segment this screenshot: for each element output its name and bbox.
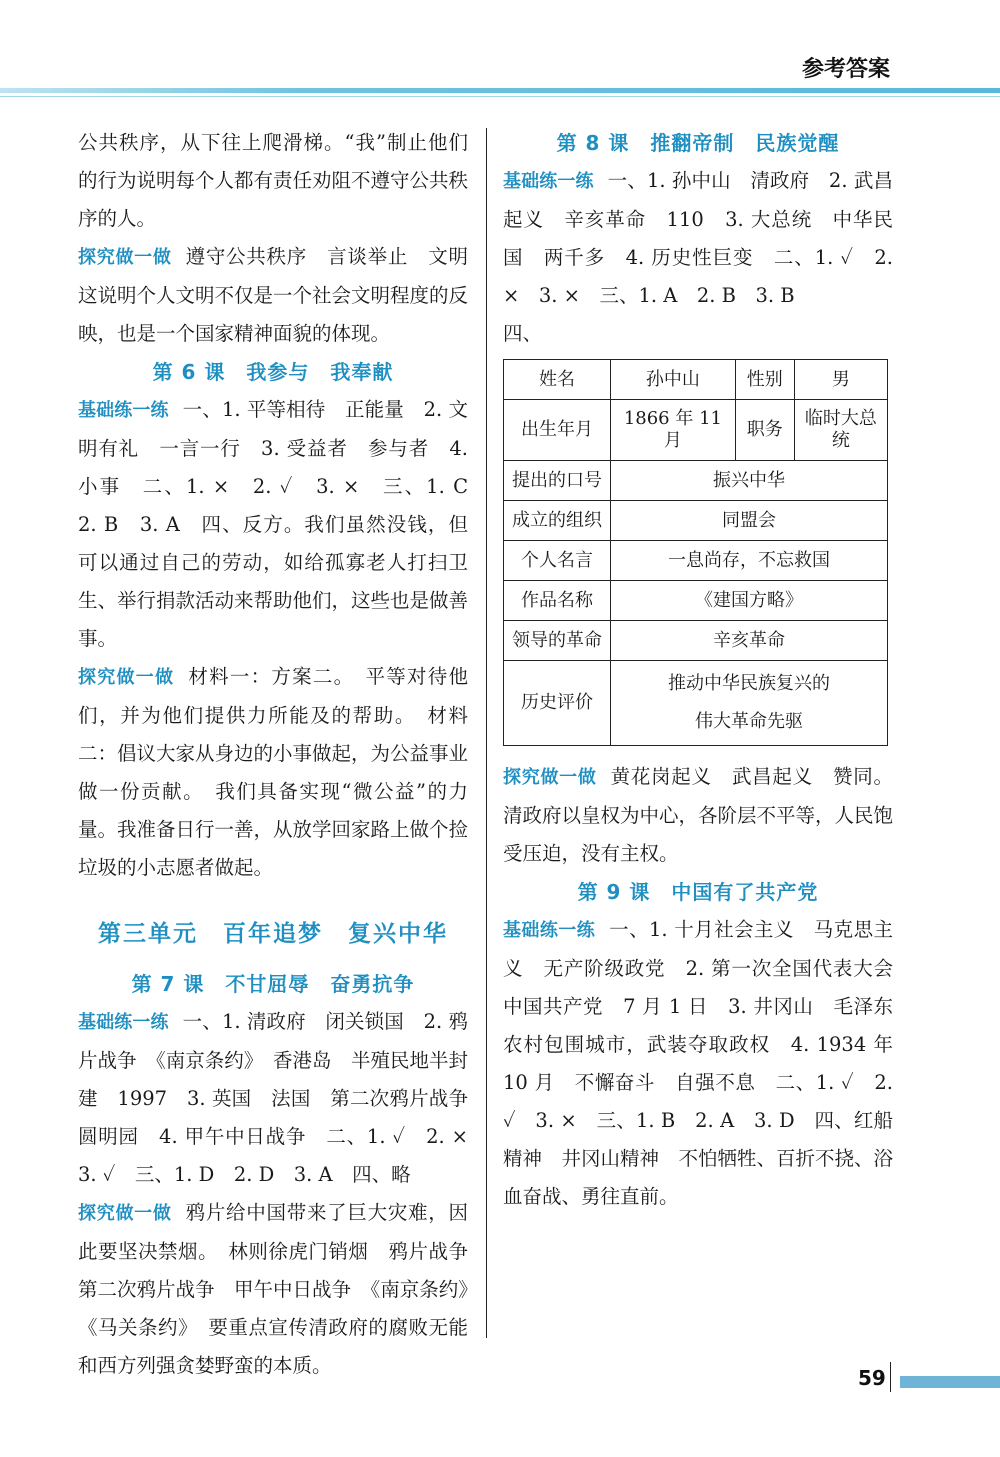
table-cell: 历史评价 xyxy=(504,661,611,746)
biography-table xyxy=(503,359,888,746)
section-tag: 基础练一练 xyxy=(503,920,596,941)
paragraph xyxy=(503,758,893,873)
table-cell: 临时大总统 xyxy=(794,400,887,461)
table-cell: 男 xyxy=(794,360,887,400)
left-column xyxy=(78,124,488,1385)
right-column xyxy=(503,124,913,1216)
paragraph xyxy=(78,1003,488,1194)
answer-text: 一、1. 十月社会主义 马克思主义 无产阶级政党 2. 第一次全国代表大会 中国共产党 7 月 1 日 3. 井冈山 毛泽东 农村包围城市，武装夺取政权 4. 1934 年 10 月 不懈奋斗 自强不息 二、1. ✓ 2. ✓ 3. × 三、1. B 2. A 3. D 四、红船精神 井冈山精神 不怕牺牲、百折不挠、浴血奋战、勇往直前。 xyxy=(503,918,913,1208)
table-row xyxy=(504,360,888,400)
section-tag: 基础练一练 xyxy=(78,1012,169,1033)
paragraph xyxy=(78,1194,488,1385)
section-tag: 探究做一做 xyxy=(78,1203,172,1224)
table-row xyxy=(504,461,888,501)
table-cell: 个人名言 xyxy=(504,541,611,581)
table-cell: 性别 xyxy=(735,360,794,400)
table-cell: 成立的组织 xyxy=(504,501,611,541)
question-label: 四、 xyxy=(503,322,543,345)
table-cell: 作品名称 xyxy=(504,581,611,621)
answer-text: 一、1. 孙中山 清政府 2. 武昌起义 辛亥革命 110 3. 大总统 中华民国 两千多 4. 历史性巨变 二、1. ✓ 2. × 3. × 三、1. A 2. B 3. B xyxy=(503,169,894,307)
cell-line: 伟大革命先驱 xyxy=(695,711,803,732)
table-cell: 一息尚存，不忘救国 xyxy=(611,541,888,581)
answer-text: 鸦片给中国带来了巨大灾难，因此要坚决禁烟。 林则徐虎门销烟 鸦片战争 第二次鸦片战争 甲午中日战争 《南京条约》《马关条约》 要重点宣传清政府的腐败无能和西方列强贪婪野蛮的本质。 xyxy=(78,1201,488,1377)
lesson-title: 第 7 课 不甘屈辱 奋勇抗争 xyxy=(131,972,415,996)
table-cell: 辛亥革命 xyxy=(611,621,888,661)
column-divider xyxy=(486,128,487,1338)
header-rule-thin xyxy=(0,96,1000,97)
paragraph xyxy=(78,238,488,353)
answer-text: 黄花岗起义 武昌起义 赞同。清政府以皇权为中心，各阶层不平等，人民饱受压迫，没有主权。 xyxy=(503,765,894,865)
table-row xyxy=(504,581,888,621)
lesson-title: 第 8 课 推翻帝制 民族觉醒 xyxy=(556,131,840,155)
table-cell: 姓名 xyxy=(504,360,611,400)
lesson-title: 第 9 课 中国有了共产党 xyxy=(577,880,819,904)
unit-title: 第三单元 百年追梦 复兴中华 xyxy=(98,921,448,947)
section-tag: 探究做一做 xyxy=(503,767,597,788)
paragraph xyxy=(503,162,893,315)
table-cell: 同盟会 xyxy=(611,501,888,541)
section-tag: 探究做一做 xyxy=(78,667,175,688)
table-row xyxy=(504,501,888,541)
page-header-title: 参考答案 xyxy=(801,57,890,82)
header-rule xyxy=(0,88,1000,93)
page-bar xyxy=(900,1376,1000,1388)
answer-text: 一、1. 清政府 闭关锁国 2. 鸦片战争 《南京条约》 香港岛 半殖民地半封建 1997 3. 英国 法国 第二次鸦片战争 圆明园 4. 甲午中日战争 二、1. ✓ 2. × 3. ✓ 三、1. D 2. D 3. A 四、略 xyxy=(78,1010,488,1186)
table-cell xyxy=(611,661,888,746)
lesson-title: 第 6 课 我参与 我奉献 xyxy=(152,360,394,384)
cell-line: 推动中华民族复兴的 xyxy=(668,673,830,694)
table-row xyxy=(504,400,888,461)
table-cell: 孙中山 xyxy=(611,360,736,400)
answer-text: 遵守公共秩序 言谈举止 文明 这说明个人文明不仅是一个社会文明程度的反映，也是一个国家精神面貌的体现。 xyxy=(78,245,488,345)
table-cell: 领导的革命 xyxy=(504,621,611,661)
table-cell: 1866 年 11 月 xyxy=(611,400,736,461)
paragraph: 公共秩序，从下往上爬滑梯。“我”制止他们的行为说明每个人都有责任劝阻不遵守公共秩序的人。 xyxy=(78,131,469,230)
table-row xyxy=(504,621,888,661)
table-row xyxy=(504,661,888,746)
section-tag: 探究做一做 xyxy=(78,247,172,268)
table-cell: 职务 xyxy=(735,400,794,461)
answer-text: 一、1. 平等相待 正能量 2. 文明有礼 一言一行 3. 受益者 参与者 4. 小事 二、1. × 2. ✓ 3. × 三、1. C 2. B 3. A 四、反方。我们虽然没钱，但可以通过自己的劳动，如给孤寡老人打扫卫生、举行捐款活动来帮助他们，这些也是做善事。 xyxy=(78,398,488,650)
page-number: 59 xyxy=(858,1366,886,1390)
section-tag: 基础练一练 xyxy=(78,400,169,421)
table-cell: 出生年月 xyxy=(504,400,611,461)
table-cell: 《建国方略》 xyxy=(611,581,888,621)
section-tag: 基础练一练 xyxy=(503,171,594,192)
table-cell: 振兴中华 xyxy=(611,461,888,501)
paragraph xyxy=(503,911,913,1216)
page-tick xyxy=(890,1362,891,1392)
paragraph xyxy=(78,391,488,658)
answer-text: 材料一：方案二。 平等对待他们，并为他们提供力所能及的帮助。 材料二：倡议大家从身边的小事做起，为公益事业做一份贡献。 我们具备实现“微公益”的力量。我准备日行一善，从放学回家路上做个捡垃圾的小志愿者做起。 xyxy=(78,665,469,879)
table-cell: 提出的口号 xyxy=(504,461,611,501)
paragraph xyxy=(78,658,468,887)
table-row xyxy=(504,541,888,581)
